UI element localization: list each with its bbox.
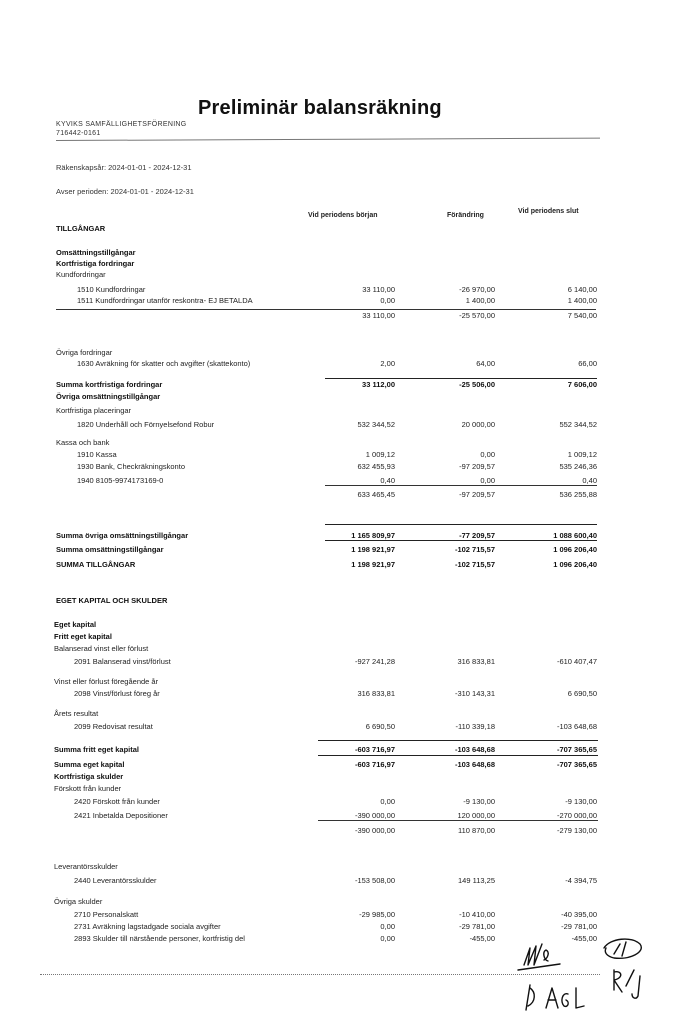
value-end: 7 606,00 xyxy=(567,380,597,389)
value-end: -9 130,00 xyxy=(565,797,597,806)
table-row xyxy=(0,406,685,417)
value-start: 1 165 809,97 xyxy=(351,531,395,540)
table-row xyxy=(0,760,685,771)
page-title: Preliminär balansräkning xyxy=(198,97,442,119)
table-row xyxy=(0,560,685,571)
value-end: -4 394,75 xyxy=(565,876,597,885)
value-change: 64,00 xyxy=(476,359,495,368)
value-start: 1 009,12 xyxy=(365,450,395,459)
value-start: -603 716,97 xyxy=(354,745,395,754)
table-row xyxy=(0,259,685,270)
subtotal-rule xyxy=(56,309,596,310)
column-header-start: Vid periodens början xyxy=(308,212,378,219)
value-start: 2,00 xyxy=(380,359,395,368)
row-label: Summa övriga omsättningstillgångar xyxy=(56,531,189,540)
row-label: Kortfristiga fordringar xyxy=(56,259,135,268)
value-change: -110 339,18 xyxy=(455,722,495,731)
value-end: 66,00 xyxy=(578,359,597,368)
table-row xyxy=(0,876,685,887)
table-row xyxy=(0,224,685,235)
row-label: Övriga fordringar xyxy=(56,348,113,357)
value-change: -97 209,57 xyxy=(459,462,495,471)
value-end: 6 690,50 xyxy=(567,689,597,698)
value-end: 536 255,88 xyxy=(559,490,597,499)
value-change: 316 833,81 xyxy=(457,657,495,666)
value-end: -610 407,47 xyxy=(556,657,597,666)
value-start: 0,00 xyxy=(380,934,395,943)
table-row xyxy=(0,826,685,837)
table-row xyxy=(0,722,685,733)
handwritten-signature xyxy=(510,930,680,1015)
value-start: 33 110,00 xyxy=(362,285,395,294)
value-end: -455,00 xyxy=(571,934,597,943)
row-label: 2710 Personalskatt xyxy=(74,910,139,919)
organization-number: 716442-0161 xyxy=(56,130,101,137)
row-label: Övriga skulder xyxy=(54,897,103,906)
value-end: 1 400,00 xyxy=(567,296,597,305)
value-change: -25 570,00 xyxy=(459,311,495,320)
row-label: Kundfordringar xyxy=(56,270,106,279)
value-start: -153 508,00 xyxy=(354,876,395,885)
value-start: 33 112,00 xyxy=(362,380,395,389)
value-change: -29 781,00 xyxy=(459,922,495,931)
value-end: 552 344,52 xyxy=(559,420,597,429)
value-start: 1 198 921,97 xyxy=(351,545,395,554)
value-start: 33 110,00 xyxy=(362,311,395,320)
value-end: 0,40 xyxy=(582,476,597,485)
value-start: -390 000,00 xyxy=(354,811,395,820)
value-change: 20 000,00 xyxy=(461,420,495,429)
sum-rule xyxy=(325,524,597,525)
value-change: 149 113,25 xyxy=(458,876,495,885)
table-row xyxy=(0,797,685,808)
table-row xyxy=(0,644,685,655)
value-change: -97 209,57 xyxy=(459,490,495,499)
table-row xyxy=(0,632,685,643)
table-row xyxy=(0,897,685,908)
value-end: -103 648,68 xyxy=(556,722,597,731)
value-end: -707 365,65 xyxy=(556,745,597,754)
sum-rule xyxy=(325,540,597,541)
value-change: 110 870,00 xyxy=(458,826,495,835)
row-label: 2893 Skulder till närstående personer, kortfristig del xyxy=(74,934,245,943)
row-label: Kortfristiga placeringar xyxy=(56,406,132,415)
value-start: 632 455,93 xyxy=(357,462,395,471)
value-end: 1 096 206,40 xyxy=(553,545,597,554)
value-change: -26 970,00 xyxy=(459,285,495,294)
table-row xyxy=(0,248,685,259)
table-row xyxy=(0,862,685,873)
sum-rule xyxy=(318,740,598,741)
row-label: Leverantörsskulder xyxy=(54,862,118,871)
row-label: Summa omsättningstillgångar xyxy=(56,545,164,554)
table-row xyxy=(0,490,685,501)
fiscal-year: Räkenskapsår: 2024-01-01 - 2024-12-31 xyxy=(56,163,192,172)
sum-rule xyxy=(325,378,597,379)
value-change: 0,00 xyxy=(480,450,495,459)
table-row xyxy=(0,689,685,700)
row-label: TILLGÅNGAR xyxy=(56,224,106,233)
table-row xyxy=(0,392,685,403)
value-start: 316 833,81 xyxy=(357,689,395,698)
table-row xyxy=(0,296,685,307)
value-change: -103 648,68 xyxy=(454,745,495,754)
table-row xyxy=(0,677,685,688)
value-change: -455,00 xyxy=(469,934,495,943)
row-label: 2098 Vinst/förlust föreg år xyxy=(74,689,160,698)
value-change: -310 143,31 xyxy=(454,689,495,698)
row-label: Övriga omsättningstillgångar xyxy=(56,392,161,401)
table-row xyxy=(0,910,685,921)
value-start: 633 465,45 xyxy=(357,490,395,499)
row-label: Summa fritt eget kapital xyxy=(54,745,140,754)
value-start: -927 241,28 xyxy=(354,657,395,666)
value-start: 0,00 xyxy=(380,296,395,305)
value-start: 0,00 xyxy=(380,797,395,806)
value-change: -102 715,57 xyxy=(454,560,495,569)
value-end: 1 088 600,40 xyxy=(553,531,597,540)
row-label: 2420 Förskott från kunder xyxy=(74,797,160,806)
table-row xyxy=(0,657,685,668)
row-label: Kortfristiga skulder xyxy=(54,772,124,781)
row-label: 1930 Bank, Checkräkningskonto xyxy=(77,462,185,471)
row-label: EGET KAPITAL OCH SKULDER xyxy=(56,596,168,605)
value-change: 0,00 xyxy=(480,476,495,485)
table-row xyxy=(0,380,685,391)
value-change: 120 000,00 xyxy=(457,811,495,820)
table-row xyxy=(0,462,685,473)
table-row xyxy=(0,270,685,281)
value-start: 532 344,52 xyxy=(357,420,395,429)
value-start: 1 198 921,97 xyxy=(351,560,395,569)
row-label: Fritt eget kapital xyxy=(54,632,112,641)
row-label: Kassa och bank xyxy=(56,438,110,447)
column-header-change: Förändring xyxy=(447,212,484,219)
row-label: 1630 Avräkning för skatter och avgifter (skattekonto) xyxy=(77,359,251,368)
row-label: 2731 Avräkning lagstadgade sociala avgifter xyxy=(74,922,221,931)
row-label: Förskott från kunder xyxy=(54,784,122,793)
subtotal-rule xyxy=(318,820,598,821)
header-divider xyxy=(56,138,600,141)
value-change: -10 410,00 xyxy=(459,910,495,919)
value-change: -9 130,00 xyxy=(463,797,495,806)
value-change: -25 506,00 xyxy=(459,380,495,389)
value-change: 1 400,00 xyxy=(465,296,495,305)
row-label: 1820 Underhåll och Förnyelsefond Robur xyxy=(77,420,215,429)
table-row xyxy=(0,420,685,431)
table-row xyxy=(0,438,685,449)
row-label: Summa kortfristiga fordringar xyxy=(56,380,163,389)
table-row xyxy=(0,709,685,720)
row-label: 2421 Inbetalda Depositioner xyxy=(74,811,168,820)
row-label: Omsättningstillgångar xyxy=(56,248,136,257)
value-change: -77 209,57 xyxy=(459,531,495,540)
value-end: 1 009,12 xyxy=(567,450,597,459)
value-end: -29 781,00 xyxy=(561,922,597,931)
row-label: 1510 Kundfordringar xyxy=(77,285,146,294)
table-row xyxy=(0,772,685,783)
row-label: SUMMA TILLGÅNGAR xyxy=(56,560,136,569)
value-end: -279 130,00 xyxy=(556,826,597,835)
row-label: 2440 Leverantörsskulder xyxy=(74,876,157,885)
value-end: 1 096 206,40 xyxy=(553,560,597,569)
value-start: 0,00 xyxy=(380,922,395,931)
value-change: -103 648,68 xyxy=(454,760,495,769)
row-label: 1910 Kassa xyxy=(77,450,117,459)
row-label: Årets resultat xyxy=(54,709,99,718)
value-end: -40 395,00 xyxy=(561,910,597,919)
column-header-end: Vid periodens slut xyxy=(518,208,579,215)
value-start: -29 985,00 xyxy=(359,910,395,919)
value-end: 535 246,36 xyxy=(559,462,597,471)
table-row xyxy=(0,359,685,370)
row-label: 1940 8105-9974173169-0 xyxy=(77,476,164,485)
row-label: Eget kapital xyxy=(54,620,97,629)
value-end: 7 540,00 xyxy=(567,311,597,320)
row-label: 2099 Redovisat resultat xyxy=(74,722,153,731)
row-label: Balanserad vinst eller förlust xyxy=(54,644,149,653)
table-row xyxy=(0,784,685,795)
table-row xyxy=(0,620,685,631)
value-end: 6 140,00 xyxy=(567,285,597,294)
value-start: -603 716,97 xyxy=(354,760,395,769)
table-row xyxy=(0,285,685,296)
table-row xyxy=(0,596,685,607)
table-row xyxy=(0,311,685,322)
value-change: -102 715,57 xyxy=(454,545,495,554)
value-start: 0,40 xyxy=(380,476,395,485)
subtotal-rule xyxy=(325,485,597,486)
row-label: Vinst eller förlust föregående år xyxy=(54,677,159,686)
value-start: 6 690,50 xyxy=(365,722,395,731)
row-label: 1511 Kundfordringar utanför reskontra- EJ BETALDA xyxy=(77,296,253,305)
sum-rule xyxy=(318,755,598,756)
value-end: -707 365,65 xyxy=(556,760,597,769)
organization-name: KYVIKS SAMFÄLLIGHETSFÖRENING xyxy=(56,121,187,128)
report-period: Avser perioden: 2024-01-01 - 2024-12-31 xyxy=(56,187,194,196)
row-label: 2091 Balanserad vinst/förlust xyxy=(74,657,171,666)
value-start: -390 000,00 xyxy=(354,826,395,835)
table-row xyxy=(0,450,685,461)
row-label: Summa eget kapital xyxy=(54,760,125,769)
value-end: -270 000,00 xyxy=(556,811,597,820)
table-row xyxy=(0,545,685,556)
table-row xyxy=(0,348,685,359)
